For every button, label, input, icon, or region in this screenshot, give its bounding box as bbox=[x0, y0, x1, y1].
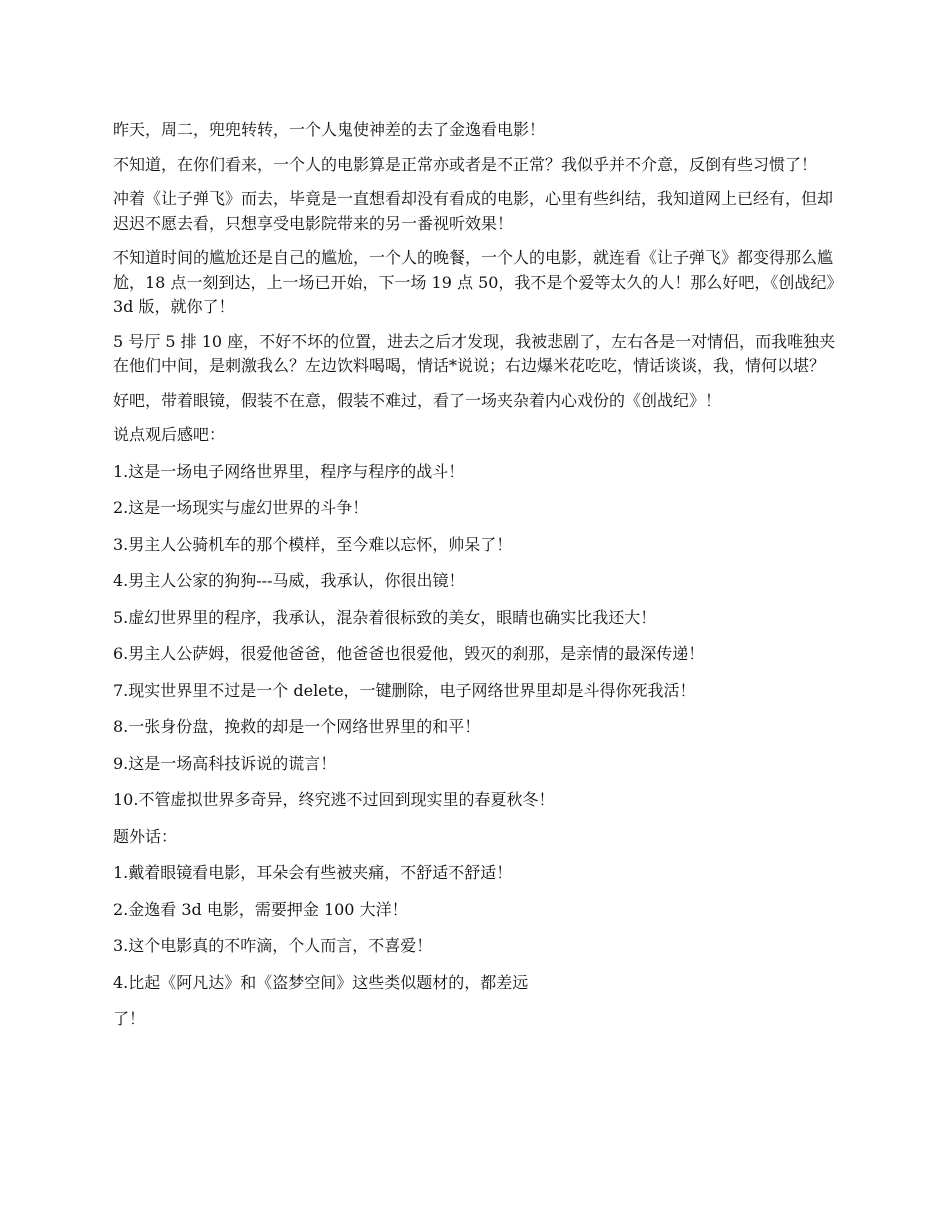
paragraph-alone-movie: 不知道，在你们看来，一个人的电影算是正常亦或者是不正常？我似乎并不介意，反倒有些习惯了！ bbox=[113, 154, 818, 174]
list-item-aside-3: 3.这个电影真的不咋滴，个人而言，不喜爱！ bbox=[113, 936, 433, 955]
list-item-aside-4: 4.比起《阿凡达》和《盗梦空间》这些类似题材的，都差远 bbox=[113, 972, 529, 992]
list-item-review-3: 3.男主人公骑机车的那个模样，至今难以忘怀，帅呆了！ bbox=[113, 534, 513, 554]
list-item-review-7: 7.现实世界里不过是一个 delete，一键删除，电子网络世界里却是斗得你死我活！ bbox=[113, 680, 696, 700]
paragraph-glasses: 好吧，带着眼镜，假装不在意，假装不难过，看了一场夹杂着内心戏份的《创战纪》！ bbox=[113, 390, 722, 410]
list-item-review-10: 10.不管虚拟世界多奇异，终究逃不过回到现实里的春夏秋冬！ bbox=[113, 790, 555, 809]
paragraph-ending: 了！ bbox=[113, 1009, 146, 1028]
paragraph-aside-heading: 题外话： bbox=[113, 826, 178, 846]
list-item-review-5: 5.虚幻世界里的程序，我承认，混杂着很标致的美女，眼睛也确实比我还大！ bbox=[113, 607, 657, 627]
paragraph-intro: 昨天，周二，兜兜转转，一个人鬼使神差的去了金逸看电影！ bbox=[113, 120, 546, 139]
list-item-review-6: 6.男主人公萨姆，很爱他爸爸，他爸爸也很爱他，毁灭的刹那，是亲情的最深传递！ bbox=[113, 644, 705, 663]
list-item-review-8: 8.一张身份盘，挽救的却是一个网络世界里的和平！ bbox=[113, 717, 481, 736]
document-page bbox=[113, 118, 843, 1042]
list-item-aside-2: 2.金逸看 3d 电影，需要押金 100 大洋！ bbox=[113, 899, 408, 919]
list-item-review-4: 4.男主人公家的狗狗---马威，我承认，你很出镜！ bbox=[113, 571, 465, 590]
list-item-aside-1: 1.戴着眼镜看电影，耳朵会有些被夹痛，不舒适不舒适！ bbox=[113, 863, 513, 882]
paragraph-let-bullets-fly: 冲着《让子弹飞》而去，毕竟是一直想看却没有看成的电影，心里有些纠结，我知道网上已经有，但却迟迟不愿去看，只想享受电影院带来的另一番视听效果！ bbox=[113, 189, 834, 233]
paragraph-seat: 5 号厅 5 排 10 座，不好不坏的位置，进去之后才发现，我被悲剧了，左右各是一对情侣，而我唯独夹在他们中间，是刺激我么？左边饮料喝喝，情话*说说；右边爆米花吃吃，情话谈谈，我，情何以堪？ bbox=[113, 331, 836, 375]
paragraph-review-heading: 说点观后感吧： bbox=[113, 425, 226, 444]
list-item-review-1: 1.这是一场电子网络世界里，程序与程序的战斗！ bbox=[113, 461, 465, 481]
list-item-review-2: 2.这是一场现实与虚幻世界的斗争！ bbox=[113, 498, 369, 517]
list-item-review-9: 9.这是一场高科技诉说的谎言！ bbox=[113, 753, 337, 773]
paragraph-awkward-time: 不知道时间的尴尬还是自己的尴尬，一个人的晚餐，一个人的电影，就连看《让子弹飞》都变得那么尴尬，18 点一刻到达，上一场已开始，下一场 19 点 50，我不是个爱等太久的人！那么好吧，《创战纪》3d 版，就你了！ bbox=[113, 248, 843, 316]
